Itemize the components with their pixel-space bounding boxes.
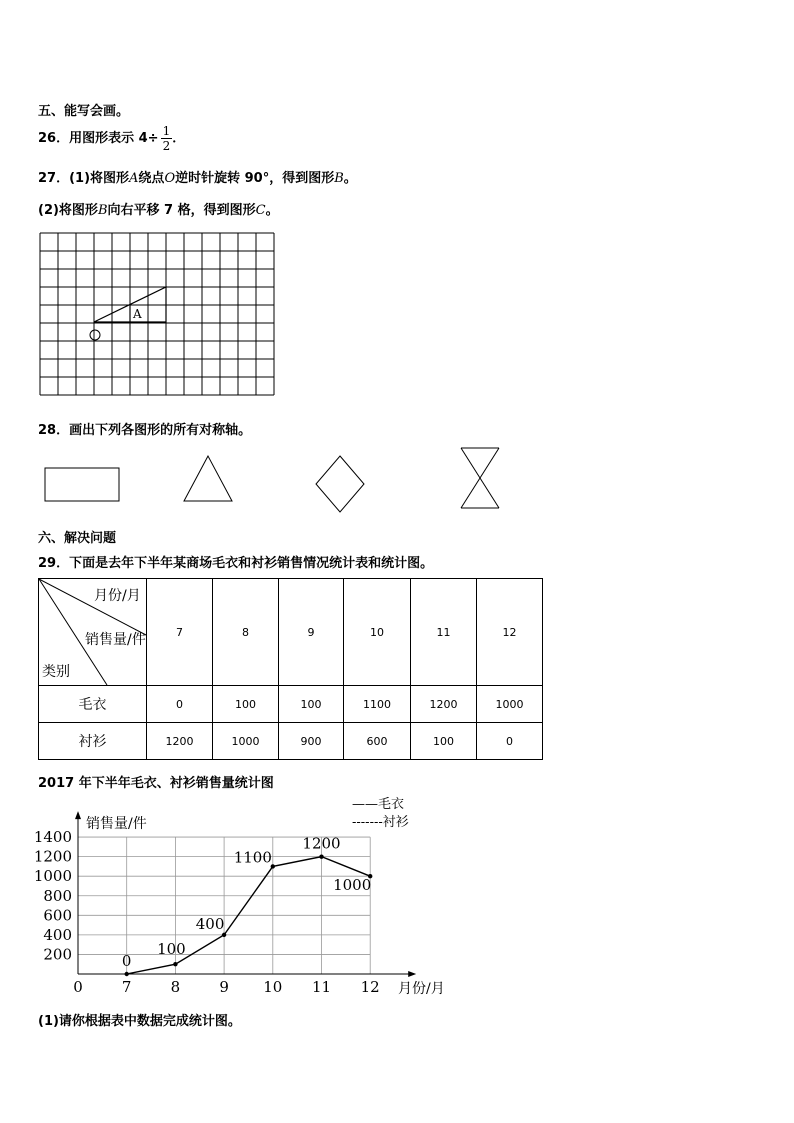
q26-frac-num: 1 <box>162 124 171 138</box>
table-cell: 1200 <box>411 686 477 723</box>
table-cell: 100 <box>279 686 344 723</box>
table-cell: 900 <box>279 723 344 760</box>
question-29: 29．下面是去年下半年某商场毛衣和衬衫销售情况统计表和统计图。 <box>38 556 434 571</box>
header-category-label: 类别 <box>42 664 70 680</box>
x-tick-label: 10 <box>263 978 283 996</box>
triangle-shape <box>184 456 232 501</box>
table-cell: 100 <box>411 723 477 760</box>
data-label: 1200 <box>302 834 341 853</box>
month-cell: 9 <box>279 579 344 686</box>
table-diagonal-header <box>39 579 147 686</box>
y-axis-arrow <box>75 811 81 819</box>
x-tick-label: 12 <box>360 978 380 996</box>
q26-prefix: 26．用图形表示 4÷ <box>38 131 159 146</box>
question-29-sub1: (1)请你根据表中数据完成统计图。 <box>38 1014 241 1029</box>
y-tick-label: 200 <box>43 945 72 964</box>
table-cell: 0 <box>147 686 213 723</box>
table-cell: 600 <box>344 723 411 760</box>
q27-var-a: A <box>129 171 139 186</box>
legend-shirt: -------衬衫 <box>352 815 409 830</box>
legend-sweater: ——毛衣 <box>352 797 405 812</box>
month-cell: 12 <box>477 579 543 686</box>
x-tick-label: 7 <box>121 978 132 996</box>
y-tick-label: 400 <box>43 925 72 944</box>
x-axis-arrow <box>408 971 416 977</box>
data-point <box>222 933 226 937</box>
table-cell: 1100 <box>344 686 411 723</box>
x-origin-label: 0 <box>73 978 83 996</box>
section-title-6: 六、解决问题 <box>38 531 117 546</box>
q27-text: 。 <box>265 203 279 218</box>
question-28: 28．画出下列各图形的所有对称轴。 <box>38 423 252 438</box>
table-cell: 1000 <box>213 723 279 760</box>
data-label: 400 <box>195 914 225 933</box>
header-month-label: 月份/月 <box>94 588 141 604</box>
q27-text: 逆时针旋转 90°，得到图形 <box>175 171 335 186</box>
table-row <box>39 723 543 760</box>
month-cell: 7 <box>147 579 213 686</box>
row-label: 毛衣 <box>39 686 147 723</box>
square-grid <box>40 233 274 395</box>
sales-line-chart <box>34 797 445 997</box>
row-label: 衬衫 <box>39 723 147 760</box>
data-point <box>173 962 177 966</box>
rectangle-shape <box>45 468 119 501</box>
data-label: 1000 <box>333 876 372 895</box>
y-tick-label: 600 <box>43 906 72 925</box>
q26-frac-den: 2 <box>162 139 171 153</box>
q26-suffix: ． <box>172 131 186 146</box>
x-axis-label: 月份/月 <box>398 981 445 997</box>
x-tick-label: 8 <box>170 978 181 996</box>
table-cell: 1000 <box>477 686 543 723</box>
y-axis-label: 销售量/件 <box>86 816 147 832</box>
q27-text: (2)将图形 <box>38 203 98 218</box>
sales-table <box>38 578 543 760</box>
table-cell: 0 <box>477 723 543 760</box>
y-tick-label: 1000 <box>33 867 72 886</box>
q27-text: 27．(1)将图形 <box>38 171 130 186</box>
q27-var-o: O <box>164 171 176 186</box>
header-sales-label: 销售量/件 <box>85 632 146 648</box>
q27-var-b: B <box>97 203 108 218</box>
data-label: 1100 <box>233 848 272 867</box>
chart-title: 2017 年下半年毛衣、衬衫销售量统计图 <box>38 776 274 791</box>
data-label: 0 <box>121 952 132 970</box>
hourglass-shape <box>461 448 499 508</box>
table-cell: 1200 <box>147 723 213 760</box>
y-tick-label: 1400 <box>33 828 72 847</box>
q27-text: 绕点 <box>138 171 165 186</box>
month-cell: 8 <box>213 579 279 686</box>
table-row <box>39 686 543 723</box>
table-header-row <box>39 579 543 686</box>
month-cell: 10 <box>344 579 411 686</box>
q27-var-c: C <box>255 203 266 218</box>
y-tick-label: 800 <box>43 886 72 905</box>
rhombus-shape <box>316 456 364 512</box>
data-point <box>319 854 323 858</box>
section-title-5: 五、能写会画。 <box>38 104 130 119</box>
data-label: 100 <box>157 940 186 959</box>
x-tick-label: 9 <box>219 978 229 996</box>
point-o-marker <box>90 330 100 340</box>
q27-var-b: B <box>334 171 344 186</box>
grid-label-a: A <box>133 307 142 321</box>
data-point <box>125 972 129 976</box>
q27-text: 向右平移 7 格，得到图形 <box>107 203 256 218</box>
table-cell: 100 <box>213 686 279 723</box>
month-cell: 11 <box>411 579 477 686</box>
y-tick-label: 1200 <box>33 847 72 866</box>
x-tick-label: 11 <box>311 978 332 996</box>
q27-text: 。 <box>343 171 357 186</box>
